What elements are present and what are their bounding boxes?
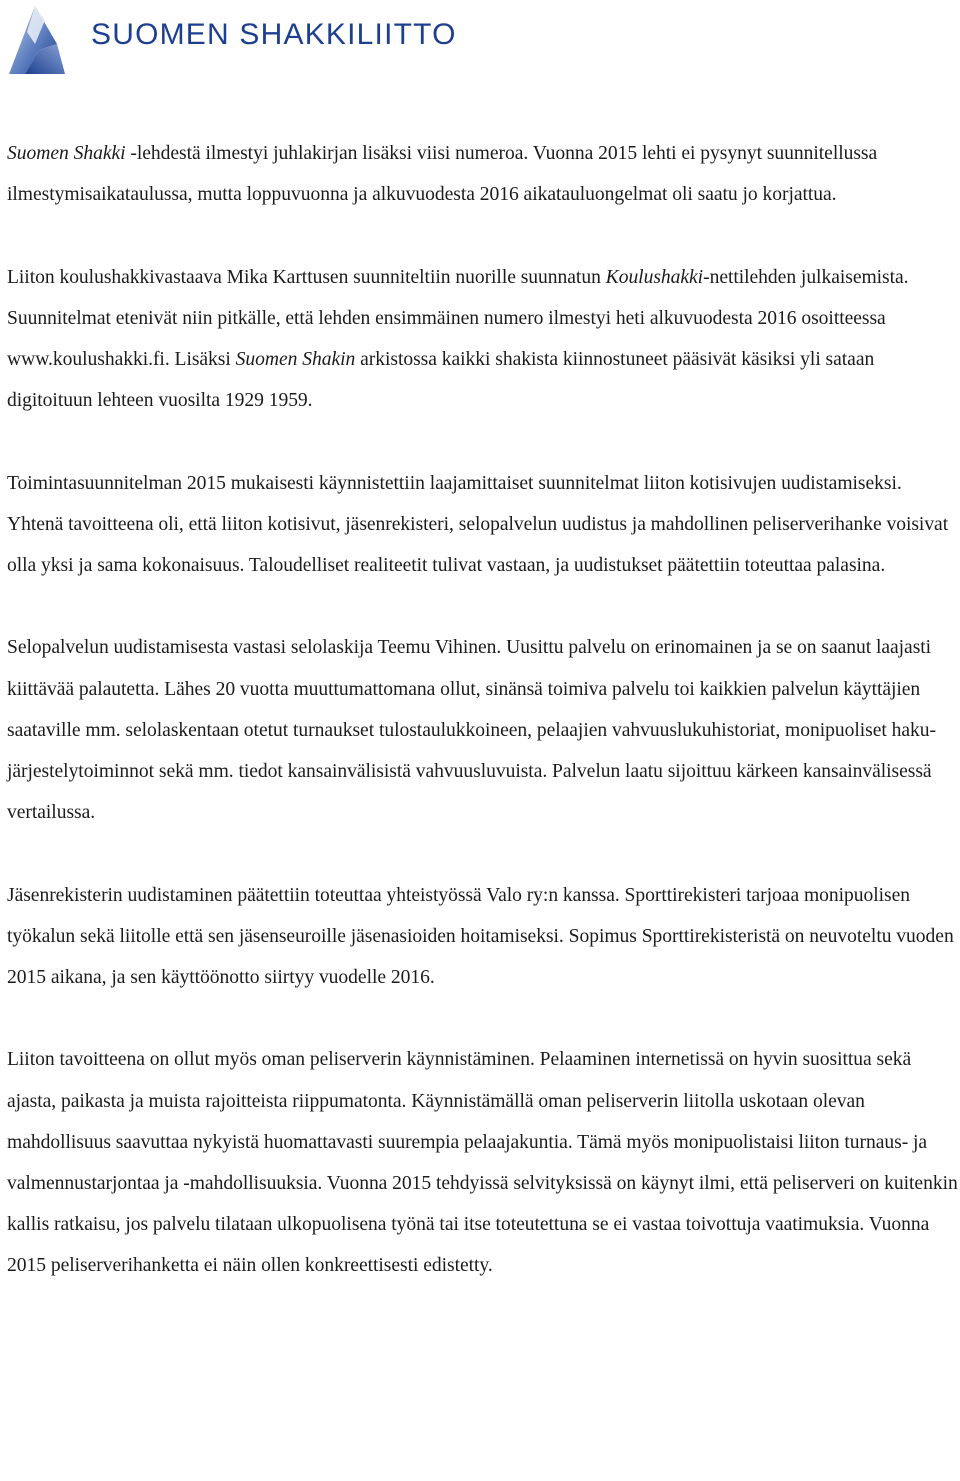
paragraph-text: Jäsenrekisterin uudistaminen päätettiin toteuttaa yhteistyössä Valo ry:n kanssa. Sporttirekisteri tarjoaa monipuolisen työkalun sekä liitolle että sen jäsenseuroille jäsenasioiden hoitamiseksi. Sopimus Sporttirekisteristä on neuvoteltu vuoden 2015 aikana, ja sen käyttöönotto siirtyy vuodelle 2016. [7,884,954,988]
paragraph-text: Toimintasuunnitelman 2015 mukaisesti käynnistettiin laajamittaiset suunnitelmat liiton kotisivujen uudistamiseksi. Yhtenä tavoitteena oli, että liiton kotisivut, jäsenrekisteri, selopalvelun uudistus ja mahdollinen peliserverihanke voisivat olla yksi ja sama kokonaisuus. Taloudelliset realiteetit tulivat vastaan, ja uudistukset päätettiin toteuttaa palasina. [7,472,949,576]
chess-federation-logo-icon [5,4,83,76]
paragraph [7,133,959,215]
paragraph-text: -lehdestä ilmestyi juhlakirjan lisäksi viisi numeroa. Vuonna 2015 lehti ei pysynyt suunnitellussa ilmestymisaikataulussa, mutta loppuvuonna ja alkuvuodesta 2016 aikatauluongelmat oli saatu jo korjattua. [7,143,878,206]
magazine-title: Suomen Shakki [7,143,126,164]
logo-text: SUOMEN SHAKKILIITTO [91,18,457,51]
paragraph [7,875,959,999]
paragraph [7,627,959,833]
document-body [7,133,959,1287]
paragraph [7,463,959,587]
paragraph-text: Liiton tavoitteena on ollut myös oman peliserverin käynnistäminen. Pelaaminen internetissä on hyvin suosittua sekä ajasta, paikasta ja muista rajoitteista riippumatonta. Käynnistämällä oman peliserverin liitolla uskotaan olevan mahdollisuus saavuttaa nykyistä huomattavasti suurempia pelaajakuntia. Tämä myös monipuolistaisi liiton turnaus- ja valmennustarjontaa ja -mahdollisuuksia. Vuonna 2015 tehdyissä selvityksissä on käynyt ilmi, että peliserveri on kuitenkin kallis ratkaisu, jos palvelu tilataan ulkopuolisena työnä tai itse toteutettuna se ei vastaa toivottuja vaatimuksia. Vuonna 2015 peliserverihanketta ei näin ollen konkreettisesti edistetty. [7,1049,958,1277]
paragraph [7,257,959,422]
magazine-title: Suomen Shakin [235,349,356,370]
logo [5,4,457,76]
paragraph-text: -nettilehden julkaisemista. Suunnitelmat etenivät niin pitkälle, että lehden ensimmäinen numero ilmestyi heti alkuvuodesta 2016 osoitteessa www.koulushakki.fi. Lisäksi [7,266,909,370]
paragraph [7,1039,959,1286]
paragraph-text: arkistossa kaikki shakista kiinnostuneet pääsivät käsiksi yli sataan digitoituun lehteen vuosilta 1929 1959. [7,349,875,412]
paragraph-text: Liiton koulushakkivastaava Mika Karttusen suunniteltiin nuorille suunnatun [7,266,606,288]
paragraph-text: Selopalvelun uudistamisesta vastasi selolaskija Teemu Vihinen. Uusittu palvelu on erinomainen ja se on saanut laajasti kiittävää palautetta. Lähes 20 vuotta muuttumattomana ollut, sinänsä toimiva palvelu toi kaikkien palvelun käyttäjien saataville mm. selolaskentaan otetut turnaukset tulostaulukkoineen, pelaajien vahvuuslukuhistoriat, monipuoliset haku- järjestelytoiminnot sekä mm. tiedot kansainvälisistä vahvuusluvuista. Palvelun laatu sijoittuu kärkeen kansainvälisessä vertailussa. [7,637,936,824]
magazine-title: Koulushakki [605,266,704,288]
